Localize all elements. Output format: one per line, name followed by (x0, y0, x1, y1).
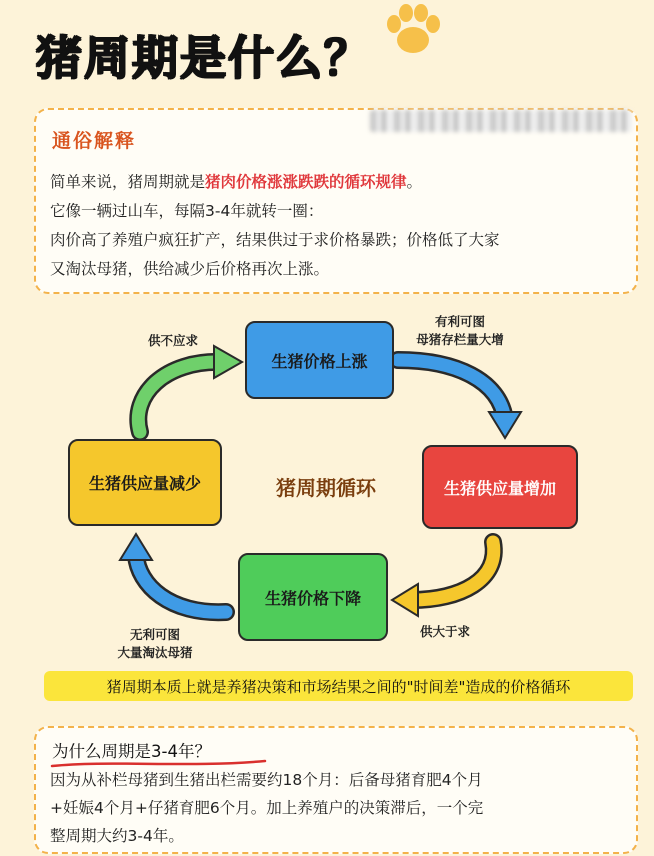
note-profitable (395, 313, 525, 349)
note-profitable-line2: 母猪存栏量大增 (416, 332, 504, 347)
explanation-line3: 肉价高了养殖户疯狂扩产，结果供过于求价格暴跌；价格低了大家 (50, 231, 500, 249)
arrow-green-head (214, 346, 242, 378)
note-unprofitable-line2: 大量淘汰母猪 (117, 645, 193, 660)
explanation-line1-suffix: 。 (406, 173, 423, 191)
explanation-line2: 它像一辆过山车，每隔3-4年就转一圈： (50, 202, 324, 220)
arrow-blue-2-head (120, 534, 152, 560)
node-price-rise: 生猪价格上涨 (245, 321, 394, 399)
node-supply-increase: 生猪供应量增加 (422, 445, 578, 529)
arrow-yellow-head (392, 584, 418, 616)
note-unprofitable-line1: 无利可图 (129, 627, 180, 642)
cycle-center-label: 猪周期循环 (276, 476, 376, 500)
note-profitable-line1: 有利可图 (434, 314, 485, 329)
note-unprofitable (95, 626, 215, 662)
why-question: 为什么周期是3-4年？ (52, 742, 211, 761)
note-supply-exceeds-demand: 供大于求 (420, 624, 471, 639)
why-line1: 因为从补栏母猪到生猪出栏需要约18个月：后备母猪育肥4个月 (50, 771, 483, 789)
why-answer (50, 766, 630, 850)
explanation-heading: 通俗解释 (52, 130, 137, 152)
explanation-line1-prefix: 简单来说，猪周期就是 (50, 173, 206, 191)
page-title: 猪周期是什么？ (36, 31, 372, 85)
node-price-fall: 生猪价格下降 (238, 553, 388, 641)
why-line2: +妊娠4个月+仔猪育肥6个月。加上养殖户的决策滞后，一个完 (50, 799, 484, 817)
node-supply-decrease: 生猪供应量减少 (68, 439, 222, 526)
why-card (34, 726, 638, 854)
arrow-green (138, 362, 222, 432)
why-line3: 整周期大约3-4年。 (50, 827, 184, 845)
explanation-highlight: 猪肉价格涨涨跌跌的循环规律 (205, 173, 407, 191)
note-demand-exceeds-supply: 供不应求 (148, 333, 199, 348)
explanation-line4: 又淘汰母猪，供给减少后价格再次上涨。 (50, 260, 330, 278)
summary-banner: 猪周期本质上就是养猪决策和市场结果之间的"时间差"造成的价格循环 (44, 671, 633, 701)
arrow-blue-head (489, 412, 521, 438)
